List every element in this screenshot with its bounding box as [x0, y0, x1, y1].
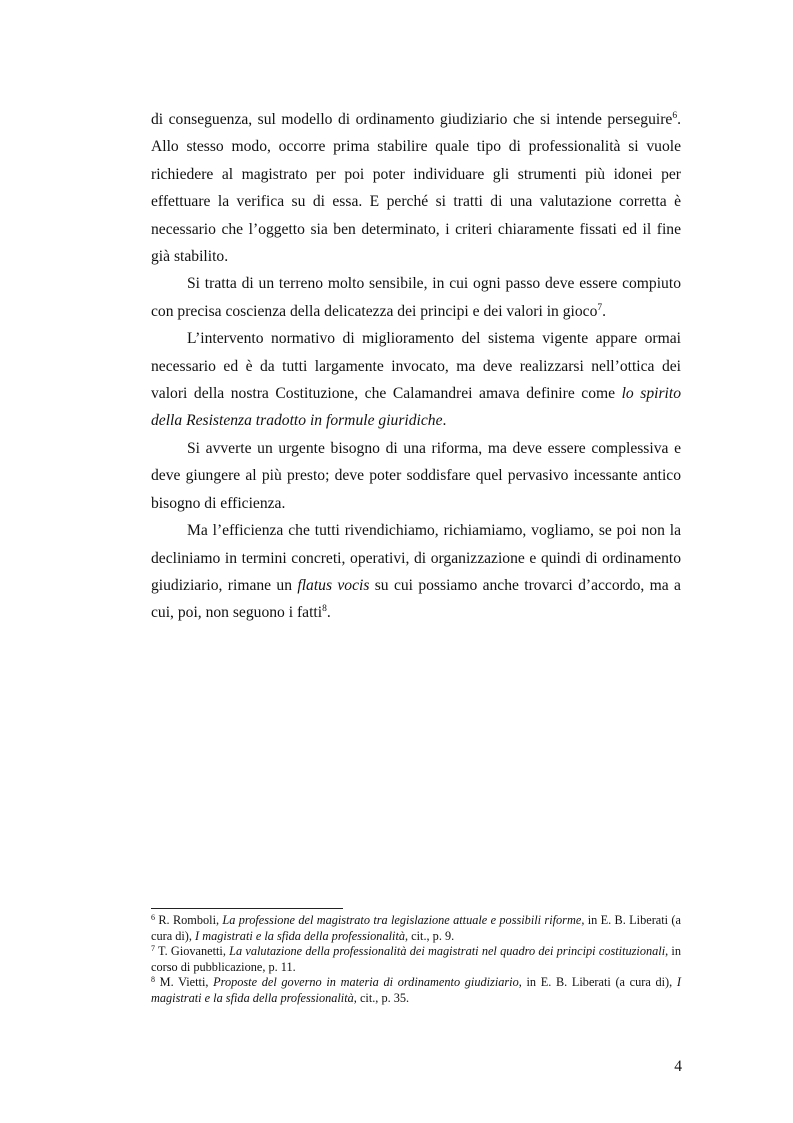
main-text	[151, 106, 681, 627]
paragraph-1: di conseguenza, sul modello di ordinamento giudiziario che si intende perseguire$^6$. Allo stesso modo, occorre prima stabilire quale tipo di professionalità si vuole richiedere al magistrato per poi poter individuare gli strumenti più idonei per effettuare la verifica su di essa. E perché si tratti di una valutazione corretta è necessario che l’oggetto sia ben determinato, i criteri chiaramente fissati ed il fine già stabilito.	[151, 111, 681, 266]
footnote-6: $^6$ R. Romboli, La professione del magistrato tra legislazione attuale e possibili riforme, in E. B. Liberati (a cura di), I magistrati e la sfida della professionalità, cit., p. 9.	[151, 913, 681, 943]
paragraph-3: L’intervento normativo di miglioramento del sistema vigente appare ormai necessario ed è da tutti largamente invocato, ma deve realizzarsi nell’ottica dei valori della nostra Costituzione, che Calamandrei amava definire come lo spirito della Resistenza tradotto in formule giuridiche.	[151, 330, 681, 430]
italic-quote: lo spirito della Resistenza tradotto in formule giuridiche	[151, 385, 681, 430]
footnote-8: $^8$ M. Vietti, Proposte del governo in materia di ordinamento giudiziario, in E. B. Liberati (a cura di), I magistrati e la sfida della professionalità, cit., p. 35.	[151, 975, 681, 1005]
footnote-separator	[151, 908, 343, 909]
footnotes	[151, 913, 681, 1006]
footnote-ref-7[interactable]: 7	[597, 302, 603, 313]
footnote-ref-8[interactable]: 8	[322, 604, 327, 615]
footnote-ref-6[interactable]: 6	[672, 111, 678, 121]
footnote-7: $^7$ T. Giovanetti, La valutazione della professionalità dei magistrati nel quadro dei principi costituzionali, in corso di pubblicazione, p. 11.	[151, 944, 681, 974]
paragraph-5: Ma l’efficienza che tutti rivendichiamo, richiamiamo, vogliamo, se poi non la decliniamo in termini concreti, operativi, di organizzazione e quindi di ordinamento giudiziario, rimane un flatus vocis su cui possiamo anche trovarci d’accordo, ma a cui, poi, non seguono i fatti$^8$.	[151, 522, 681, 622]
italic-term: flatus vocis	[297, 576, 370, 594]
paragraph-4: Si avverte un urgente bisogno di una riforma, ma deve essere complessiva e deve giungere al più presto; deve poter soddisfare quel pervasivo incessante antico bisogno di efficienza.	[151, 439, 681, 512]
page-number: 4	[674, 1058, 682, 1075]
paragraph-2: Si tratta di un terreno molto sensibile, in cui ogni passo deve essere compiuto con precisa coscienza della delicatezza dei principi e dei valori in gioco$^7$.	[151, 275, 681, 320]
